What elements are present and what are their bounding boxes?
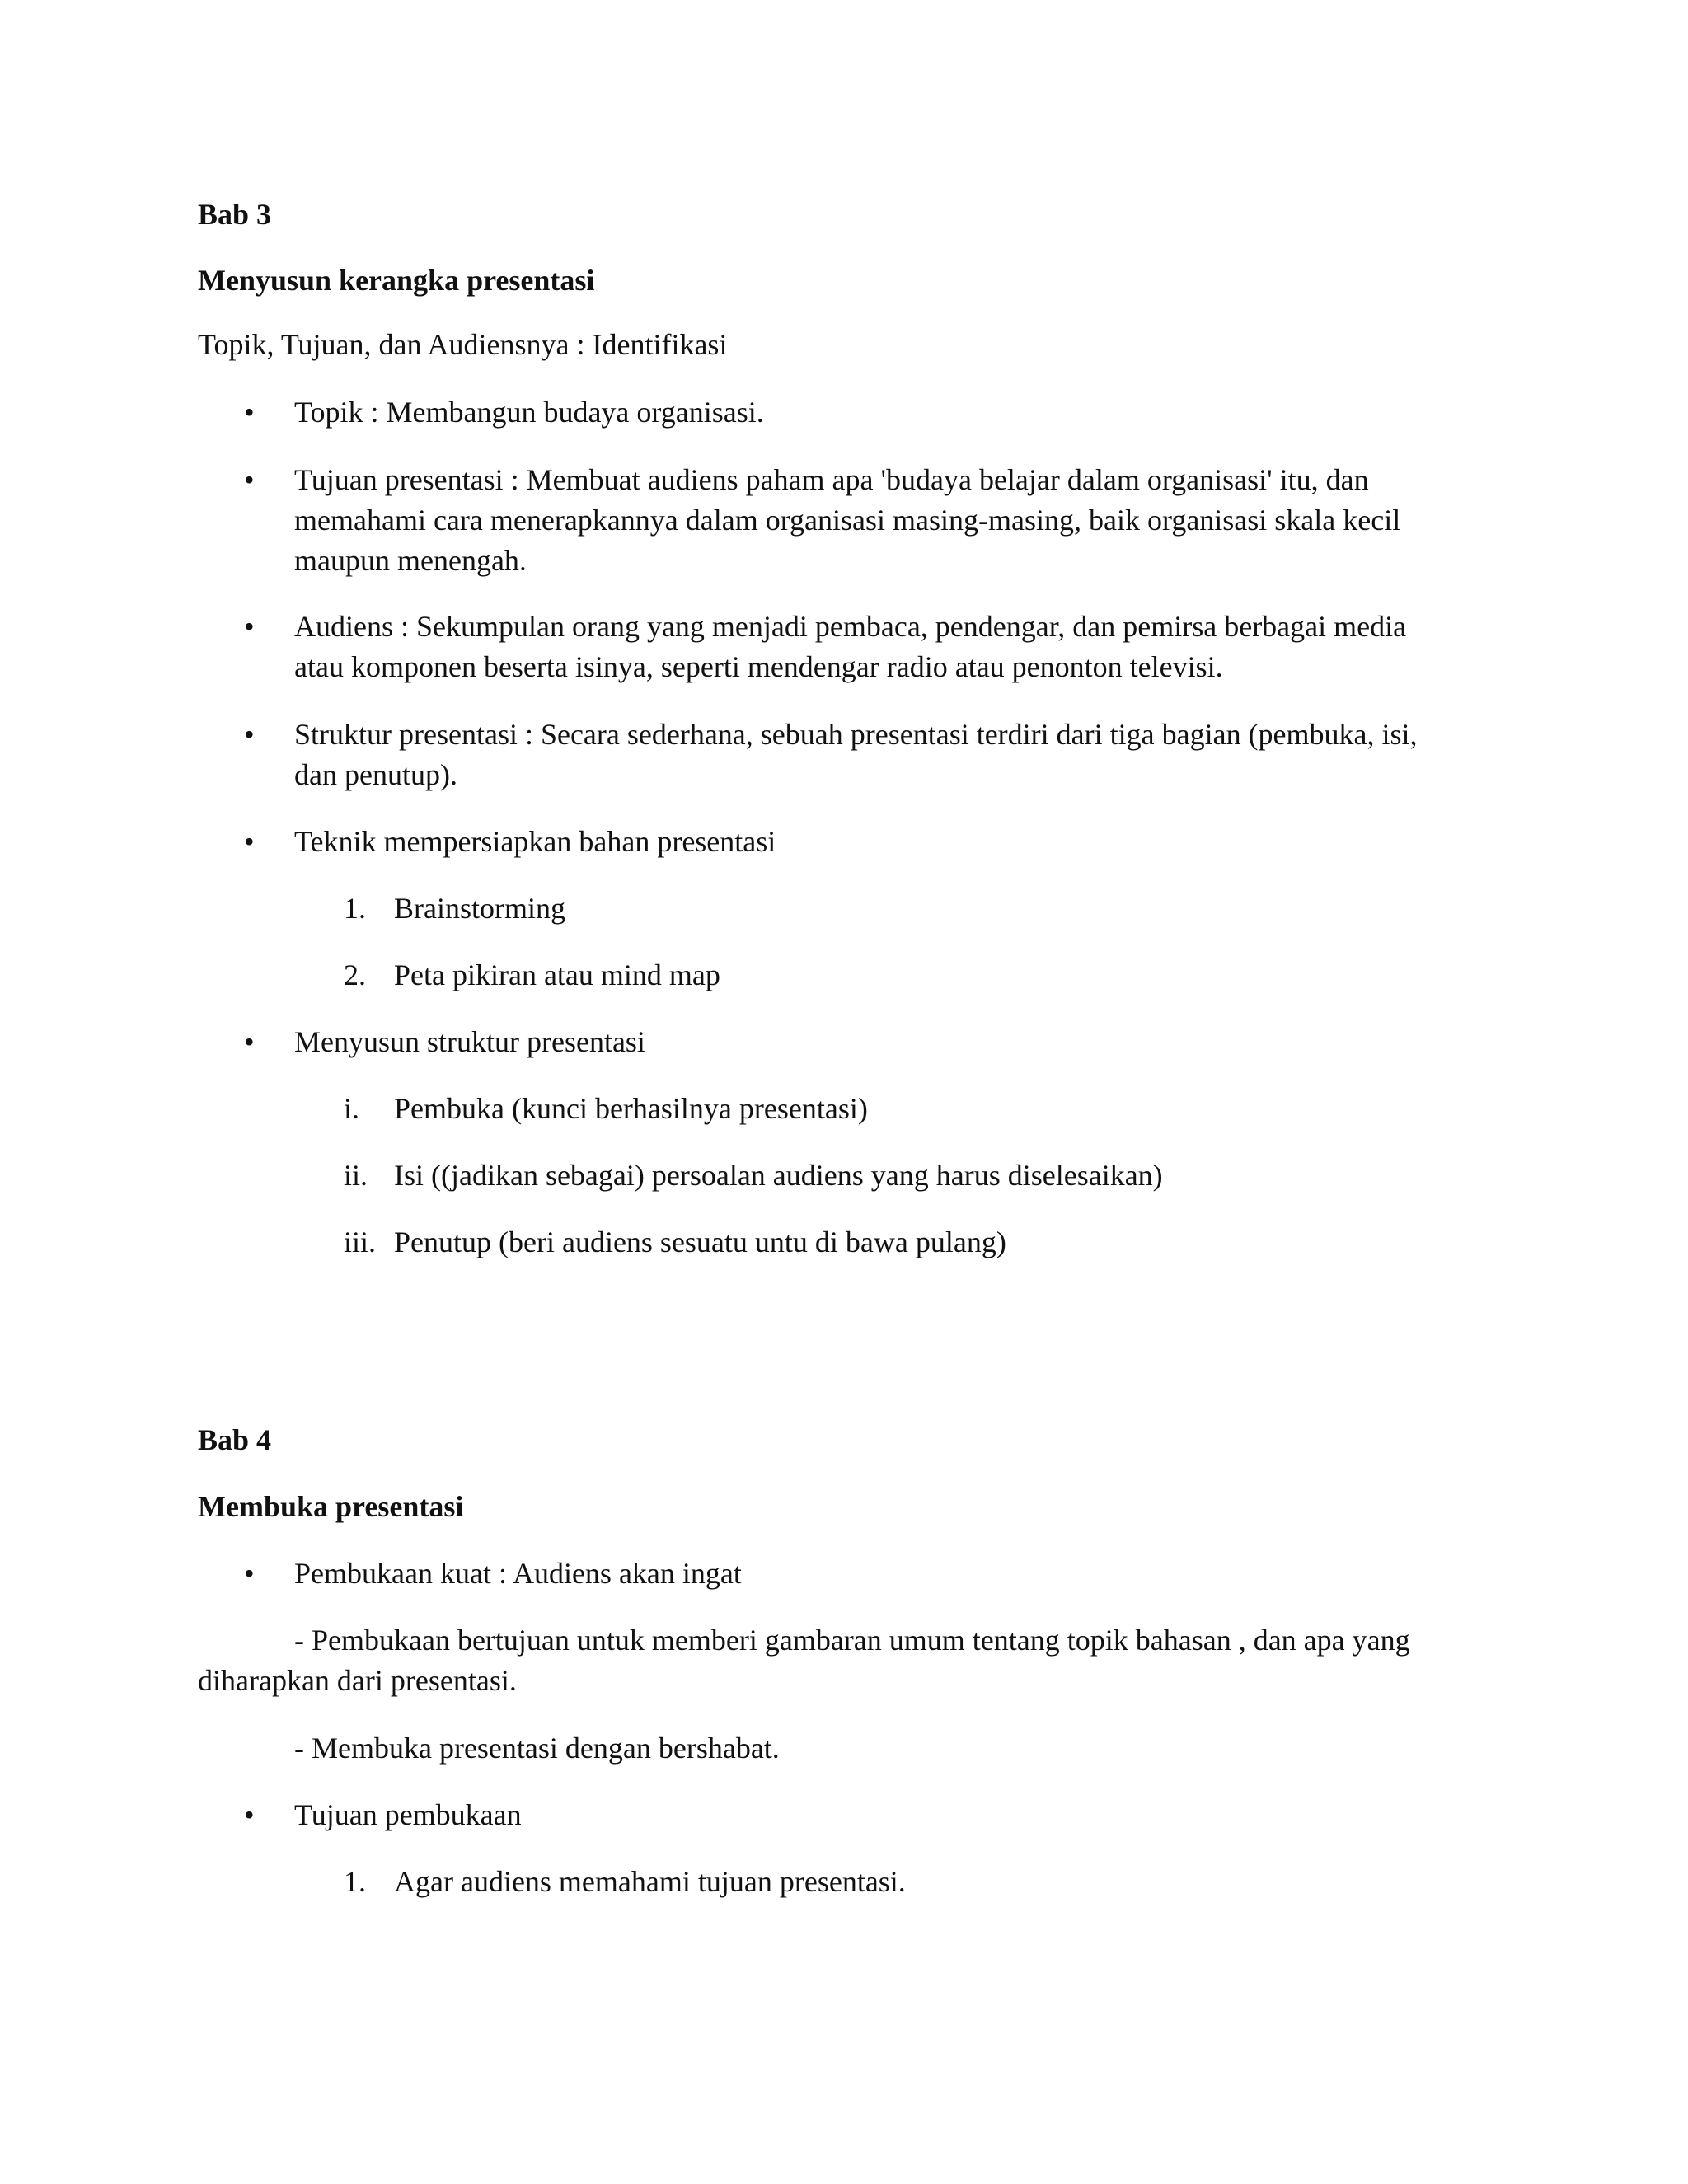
bullet-text: Audiens : Sekumpulan orang yang menjadi pembaca, pendengar, dan pemirsa berbagai media — [294, 610, 1407, 643]
chapter-heading: Bab 4 — [198, 1423, 272, 1456]
list-item: Brainstorming — [394, 892, 565, 925]
list-item: Pembuka (kunci berhasilnya presentasi) — [394, 1092, 868, 1125]
bullet-icon: • — [244, 1025, 255, 1058]
bullet-text: Struktur presentasi : Secara sederhana, sebuah presentasi terdiri dari tiga bagian (pembuka, isi, — [294, 718, 1418, 751]
list-marker: 1. — [344, 1865, 366, 1898]
list-marker: i. — [344, 1092, 360, 1125]
list-item: Penutup (beri audiens sesuatu untu di bawa pulang) — [394, 1226, 1006, 1258]
bullet-text: maupun menengah. — [294, 544, 527, 577]
bullet-text: Tujuan presentasi : Membuat audiens paham apa 'budaya belajar dalam organisasi' itu, dan — [294, 463, 1369, 496]
bullet-icon: • — [244, 396, 255, 429]
list-marker: 2. — [344, 958, 366, 991]
list-item: Isi ((jadikan sebagai) persoalan audiens yang harus diselesaikan) — [394, 1159, 1163, 1192]
bullet-text: Menyusun struktur presentasi — [294, 1025, 645, 1058]
section-title: Membuka presentasi — [198, 1490, 464, 1523]
dash-paragraph: diharapkan dari presentasi. — [198, 1664, 517, 1697]
bullet-icon: • — [244, 610, 255, 643]
section-title: Menyusun kerangka presentasi — [198, 264, 595, 297]
list-item: Peta pikiran atau mind map — [394, 958, 720, 991]
bullet-icon: • — [244, 1798, 255, 1831]
dash-paragraph: - Membuka presentasi dengan bershabat. — [294, 1732, 780, 1765]
bullet-text: atau komponen beserta isinya, seperti mendengar radio atau penonton televisi. — [294, 650, 1223, 683]
bullet-icon: • — [244, 463, 255, 496]
bullet-text: Topik : Membangun budaya organisasi. — [294, 396, 764, 429]
bullet-icon: • — [244, 825, 255, 858]
bullet-icon: • — [244, 1557, 255, 1590]
bullet-text: dan penutup). — [294, 758, 457, 791]
bullet-text: Teknik mempersiapkan bahan presentasi — [294, 825, 776, 858]
list-marker: ii. — [344, 1159, 368, 1192]
list-marker: 1. — [344, 892, 366, 925]
chapter-heading: Bab 3 — [198, 198, 272, 231]
intro-text: Topik, Tujuan, dan Audiensnya : Identifikasi — [198, 328, 728, 361]
bullet-text: memahami cara menerapkannya dalam organisasi masing-masing, baik organisasi skala kecil — [294, 504, 1401, 537]
list-item: Agar audiens memahami tujuan presentasi. — [394, 1865, 906, 1898]
dash-paragraph: - Pembukaan bertujuan untuk memberi gambaran umum tentang topik bahasan , dan apa yang — [294, 1624, 1410, 1657]
bullet-text: Pembukaan kuat : Audiens akan ingat — [294, 1557, 742, 1590]
bullet-icon: • — [244, 718, 255, 751]
bullet-text: Tujuan pembukaan — [294, 1798, 522, 1831]
list-marker: iii. — [344, 1226, 377, 1258]
